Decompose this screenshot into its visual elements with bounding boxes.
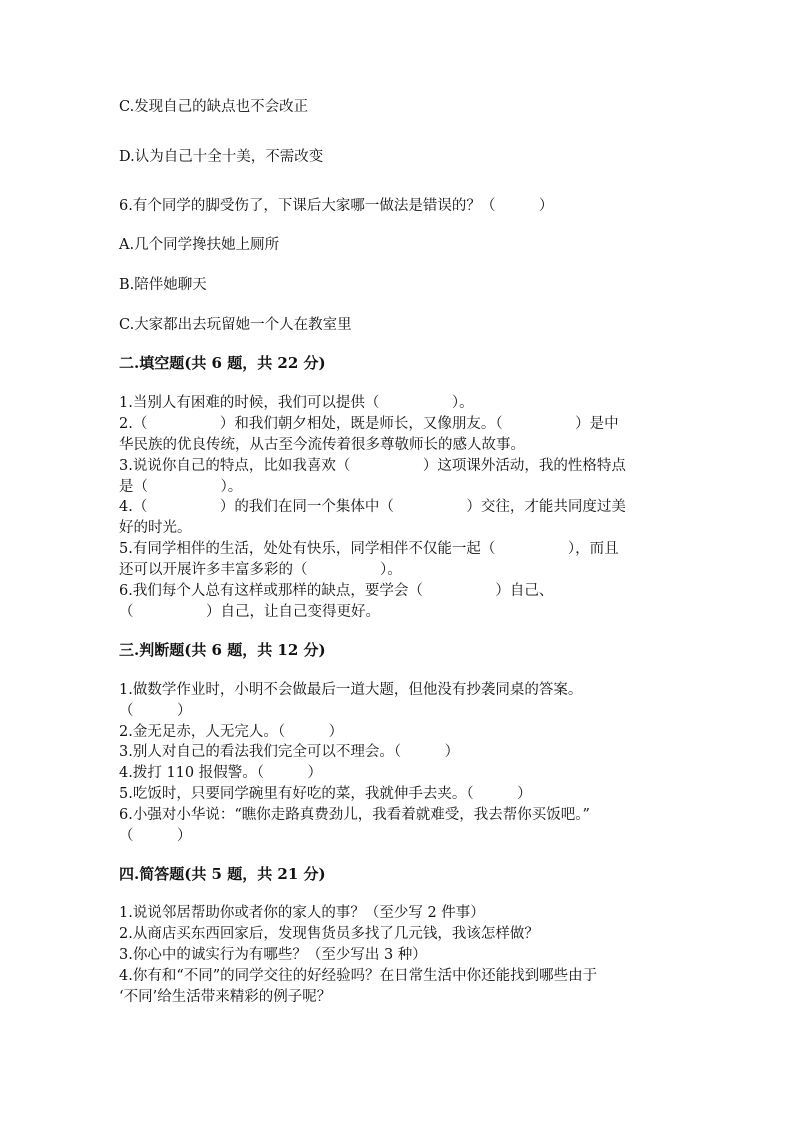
- fill-line: 是（ ）。: [119, 479, 243, 495]
- judge-line: （ ）: [119, 828, 192, 844]
- short-answer-line: 3.你心中的诚实行为有哪些？（至少写出 3 种）: [119, 947, 427, 963]
- short-answer-line: ‘不同’给生活带来精彩的例子呢？: [119, 989, 332, 1005]
- fill-line: 还可以开展许多丰富多彩的（ ）。: [119, 562, 402, 578]
- judge-line: 5.吃饭时，只要同学碗里有好吃的菜，我就伸手去夹。（ ）: [119, 786, 532, 802]
- judge-line: 1.做数学作业时，小明不会做最后一道大题，但他没有抄袭同桌的答案。: [119, 682, 583, 698]
- fill-line: 好的时光。: [119, 520, 192, 536]
- short-answer-line: 2.从商店买东西回家后，发现售货员多找了几元钱，我该怎样做？: [119, 926, 539, 942]
- option-d: D.认为自己十全十美，不需改变: [119, 149, 324, 165]
- judge-line: 2.金无足赤，人无完人。（ ）: [119, 724, 344, 740]
- fill-line: 3.说说你自己的特点，比如我喜欢（ ）这项课外活动，我的性格特点: [119, 458, 626, 474]
- judge-line: 3.别人对自己的看法我们完全可以不理会。（ ）: [119, 744, 460, 760]
- fill-line: 2.（ ）和我们朝夕相处，既是师长，又像朋友。（ ）是中: [119, 416, 619, 432]
- judge-line: （ ）: [119, 703, 192, 719]
- short-answer-line: 1.说说邻居帮助你或者你的家人的事？（至少写 2 件事）: [119, 905, 485, 921]
- question-6-stem: 6.有个同学的脚受伤了，下课后大家哪一做法是错误的？（ ）: [119, 198, 554, 214]
- short-answer-line: 4.你有和“不同”的同学交往的好经验吗？在日常生活中你还能找到哪些由于: [119, 968, 598, 984]
- fill-line: 6.我们每个人总有这样或那样的缺点，要学会（ ）自己、: [119, 583, 554, 599]
- question-6-option-b: B.陪伴她聊天: [119, 277, 207, 293]
- fill-line: （ ）自己，让自己变得更好。: [119, 604, 380, 620]
- fill-line: 华民族的优良传统，从古至今流传着很多尊敬师长的感人故事。: [119, 437, 525, 453]
- fill-line: 5.有同学相伴的生活，处处有快乐，同学相伴不仅能一起（ ），而且: [119, 541, 619, 557]
- option-c: C.发现自己的缺点也不会改正: [119, 99, 309, 115]
- judge-line: 4.拨打 110 报假警。（ ）: [119, 765, 322, 781]
- section-2-title: 二.填空题(共 6 题，共 22 分): [119, 354, 326, 372]
- section-3-title: 三.判断题(共 6 题，共 12 分): [119, 641, 326, 659]
- section-4-title: 四.简答题(共 5 题，共 21 分): [119, 865, 326, 883]
- fill-line: 4.（ ）的我们在同一个集体中（ ）交往，才能共同度过美: [119, 499, 626, 515]
- question-6-option-a: A.几个同学搀扶她上厕所: [119, 237, 280, 253]
- judge-line: 6.小强对小华说：“瞧你走路真费劲儿，我看着就难受，我去帮你买饭吧。”: [119, 807, 590, 823]
- fill-line: 1.当别人有困难的时候，我们可以提供（ ）。: [119, 395, 474, 411]
- question-6-option-c: C.大家都出去玩留她一个人在教室里: [119, 317, 352, 333]
